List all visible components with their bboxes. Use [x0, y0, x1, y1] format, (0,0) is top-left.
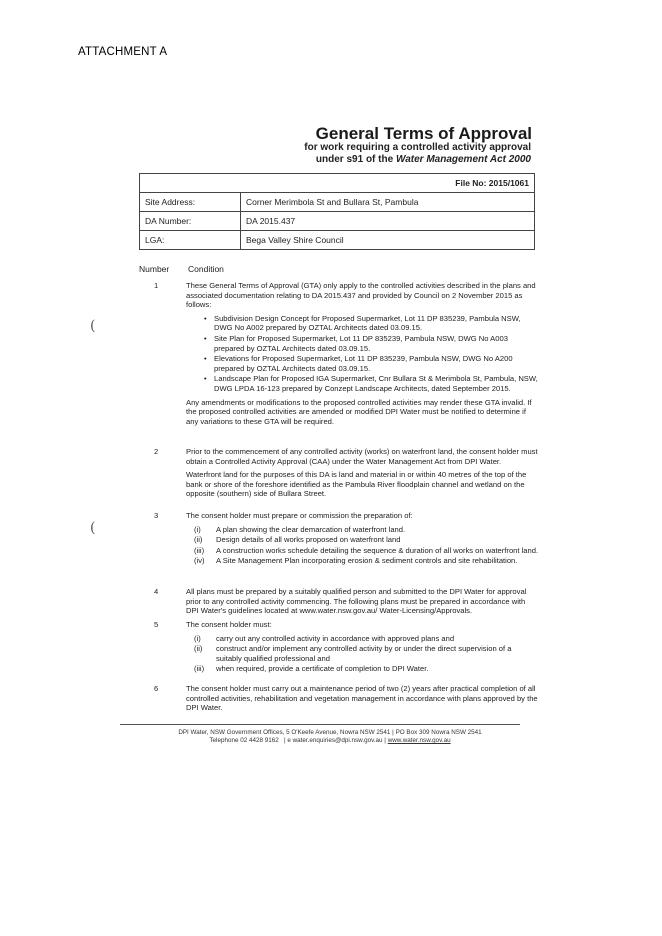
condition-number: 5: [154, 620, 159, 629]
list-item: (ii) Design details of all works proposed on waterfront land: [194, 535, 401, 545]
list-item: (iv) A Site Management Plan incorporating erosion & sediment controls and site rehabilitation.: [194, 556, 518, 566]
table-row: [140, 193, 535, 212]
document-title: General Terms of Approval: [315, 124, 532, 143]
table-row: [140, 212, 535, 231]
footer-contact: [150, 737, 510, 745]
condition-number: 6: [154, 684, 159, 693]
condition-column-heading: Condition: [188, 264, 224, 274]
lga-label: LGA:: [140, 231, 241, 250]
condition-5-list: [186, 634, 539, 674]
footer-website-link[interactable]: www.water.nsw.gov.au: [387, 737, 451, 744]
condition-3-intro: The consent holder must prepare or commission the preparation of:: [186, 511, 413, 520]
list-item: • Site Plan for Proposed Supermarket, Lot 11 DP 835239, Pambula NSW, DWG No A003 prepared by OZTAL Architects dated 03.09.15.: [206, 334, 539, 353]
document-subtitle: [304, 142, 531, 166]
condition-4: [139, 587, 539, 620]
attachment-label: ATTACHMENT A: [78, 46, 168, 58]
condition-1-plan-list: [186, 314, 539, 394]
condition-6-text: The consent holder must carry out a maintenance period of two (2) years after practical completion of all controlled activities, rehabilitation and vegetation management in accordance with plans approved by the DPI Water.: [186, 684, 538, 713]
site-address-value: Corner Merimbola St and Bullara St, Pambula: [241, 193, 535, 212]
footer-telephone: Telephone 02 4428 9162: [209, 737, 279, 744]
condition-1: [139, 281, 539, 430]
condition-3: [139, 511, 539, 568]
site-info-table: [139, 173, 535, 250]
condition-1-intro: These General Terms of Approval (GTA) only apply to the controlled activities described in the plans and associated documentation relating to DA 2015.437 and provided by Council on 2 November 2015 as follows:: [186, 281, 536, 310]
footer-divider: [120, 724, 520, 725]
subtitle-prefix: under s91 of the: [315, 154, 396, 165]
da-number-label: DA Number:: [140, 212, 241, 231]
condition-number: 3: [154, 511, 159, 520]
site-address-label: Site Address:: [140, 193, 241, 212]
subtitle-line-1: for work requiring a controlled activity approval: [304, 142, 531, 153]
list-item: (i) carry out any controlled activity in accordance with approved plans and: [194, 633, 455, 643]
file-number: File No: 2015/1061: [140, 174, 535, 193]
condition-number: 2: [154, 447, 159, 456]
list-item: (iii) when required, provide a certificate of completion to DPI Water.: [194, 664, 429, 674]
condition-number: 1: [154, 281, 159, 290]
number-column-heading: Number: [139, 264, 170, 274]
document-footer: [150, 729, 510, 745]
condition-6: [139, 684, 539, 717]
da-number-value: DA 2015.437: [241, 212, 535, 231]
list-item: • Elevations for Proposed Supermarket, Lot 11 DP 835239, Pambula NSW, DWG No A200 prepared by OZTAL Architects dated 03.09.15.: [206, 354, 539, 373]
scan-margin-mark: (: [90, 520, 96, 536]
subtitle-line-2: [304, 154, 531, 166]
list-item: • Landscape Plan for Proposed IGA Supermarket, Cnr Bullara St & Merimbola St, Pambula, NSW, DWG LPDA 16-123 prepared by Conzept Landscape Architects, dated September 2015.: [206, 374, 539, 393]
act-name: Water Management Act 2000: [395, 154, 531, 165]
condition-4-text: All plans must be prepared by a suitably qualified person and submitted to the DPI Water for approval prior to any controlled activity commencing. The following plans must be prepared in accordance with DPI Water's guidelines located at www.water.nsw.gov.au/ Water-Licensing/Approvals.: [186, 587, 527, 616]
condition-5: [139, 620, 539, 676]
condition-1-amendments: Any amendments or modifications to the proposed controlled activities may render these GTA invalid. If the proposed controlled activities are amended or modified DPI Water must be notified to determine if any variations to these GTA will be required.: [186, 397, 532, 426]
condition-2-para-1: Prior to the commencement of any controlled activity (works) on waterfront land, the consent holder must obtain a Controlled Activity Approval (CAA) under the Water Management Act from DPI Water.: [186, 447, 538, 466]
list-item: • Subdivision Design Concept for Proposed Supermarket, Lot 11 DP 835239, Pambula NSW, DWG No A002 prepared by OZTAL Architects dated 03.09.15.: [206, 314, 539, 333]
condition-3-list: [186, 525, 539, 566]
table-row: [140, 231, 535, 250]
condition-2-para-2: Waterfront land for the purposes of this DA is land and material in or within 40 metres of the top of the bank or shore of the foreshore identified as the Pambula River floodplain channel and wetland on the opposite (southern) side of Bullara Street.: [186, 470, 527, 499]
conditions-header: [139, 264, 224, 274]
list-item: (iii) A construction works schedule detailing the sequence & duration of all works on waterfront land.: [194, 545, 539, 555]
footer-address: DPI Water, NSW Government Offices, 5 O'Keefe Avenue, Nowra NSW 2541 | PO Box 309 Nowra NSW 2541: [178, 729, 482, 736]
list-item: (i) A plan showing the clear demarcation of waterfront land.: [194, 524, 406, 534]
condition-number: 4: [154, 587, 159, 596]
list-item: (ii) construct and/or implement any controlled activity by or under the direct supervision of a suitably qualified professional and: [194, 644, 512, 663]
footer-email: | e water.enquiries@dpi.nsw.gov.au |: [283, 737, 386, 744]
lga-value: Bega Valley Shire Council: [241, 231, 535, 250]
condition-2: [139, 447, 539, 503]
condition-5-intro: The consent holder must:: [186, 620, 272, 629]
scan-margin-mark: (: [90, 318, 96, 334]
